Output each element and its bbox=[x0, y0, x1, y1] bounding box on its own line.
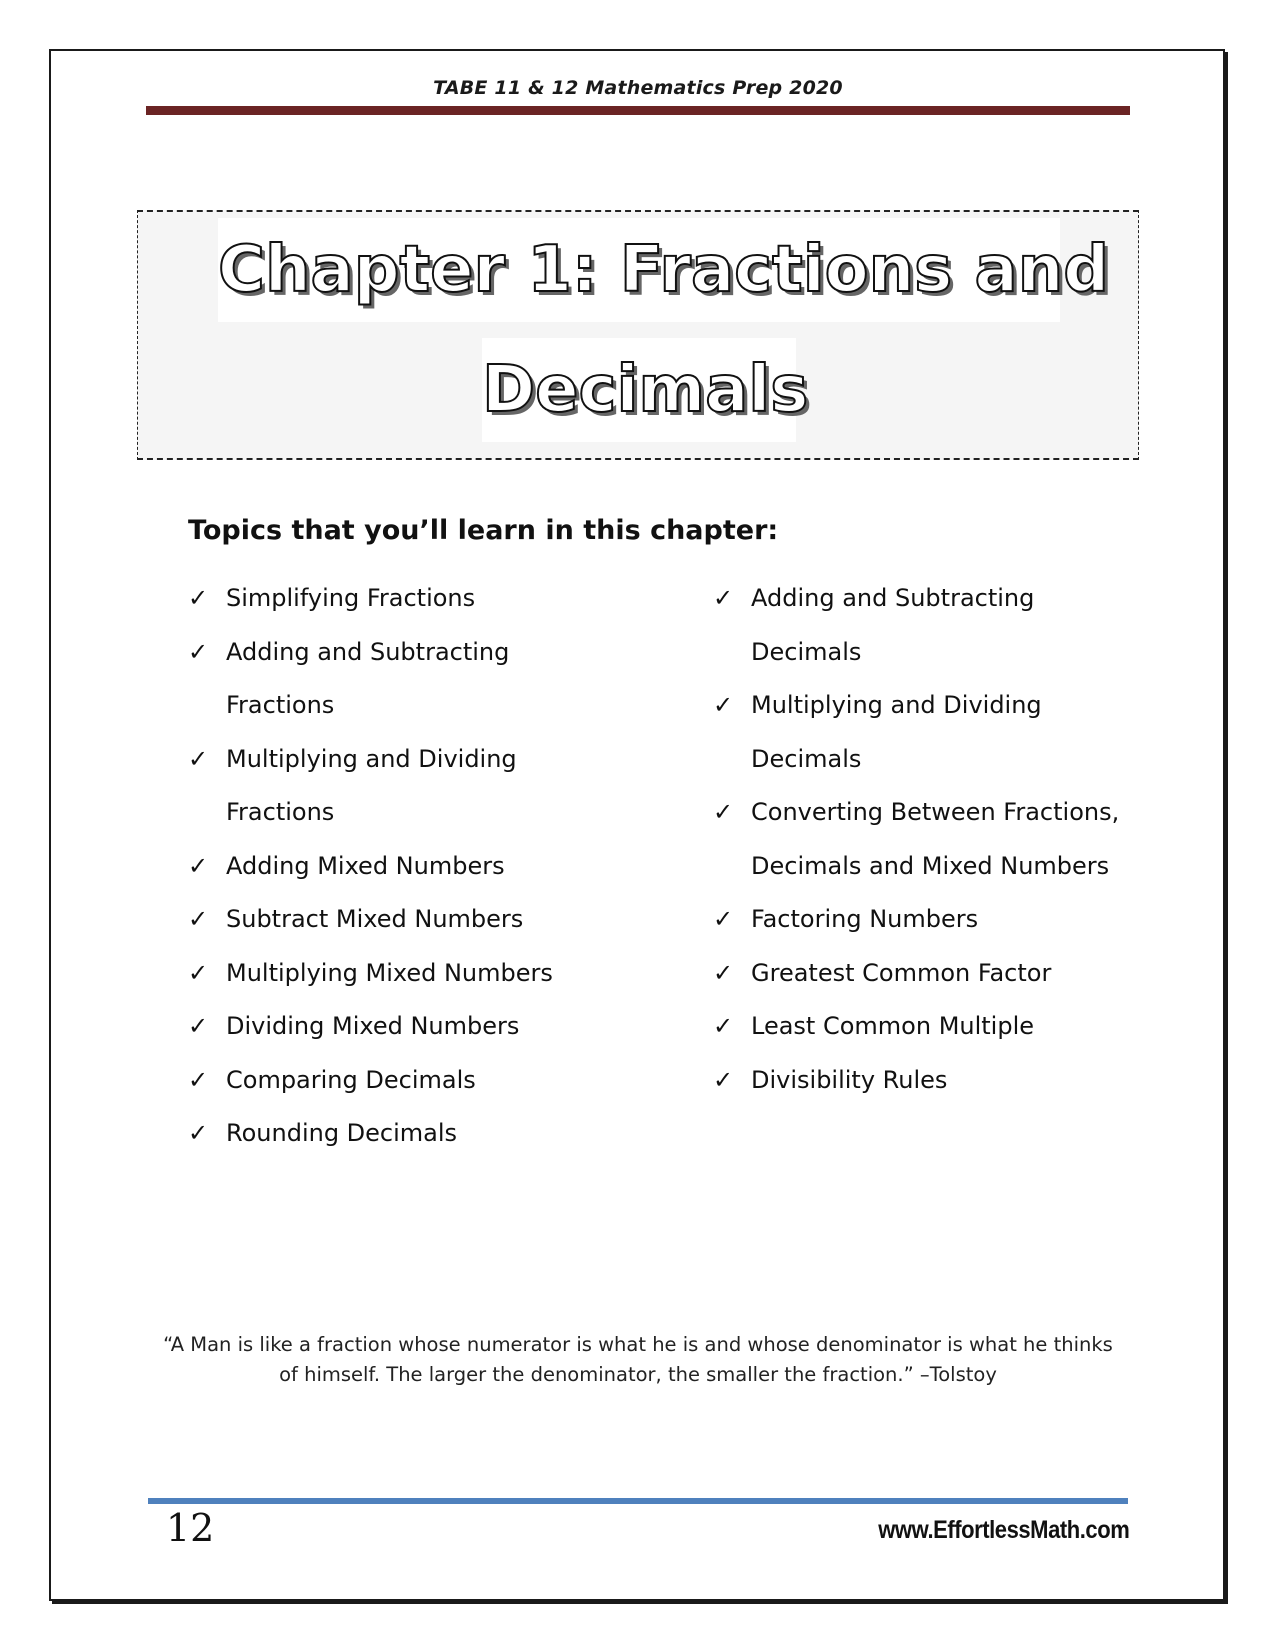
checkmark-icon: ✓ bbox=[713, 1012, 734, 1040]
topic-label: Multiplying Mixed Numbers bbox=[226, 958, 553, 987]
checkmark-icon: ✓ bbox=[188, 1012, 209, 1040]
topics-list-right bbox=[713, 572, 1133, 1107]
topic-label: Divisibility Rules bbox=[751, 1065, 948, 1094]
topic-item bbox=[713, 893, 1133, 947]
topic-item bbox=[188, 1107, 608, 1161]
topic-item bbox=[188, 733, 608, 840]
checkmark-icon: ✓ bbox=[713, 798, 734, 826]
website-url: www.EffortlessMath.com bbox=[877, 1516, 1129, 1544]
topic-item bbox=[713, 679, 1133, 786]
topics-heading: Topics that you’ll learn in this chapter: bbox=[188, 515, 779, 546]
running-header: TABE 11 & 12 Mathematics Prep 2020 bbox=[433, 77, 843, 99]
topic-label: Converting Between Fractions, Decimals and Mixed Numbers bbox=[751, 798, 1120, 880]
topic-item bbox=[713, 572, 1133, 679]
page-number: 12 bbox=[166, 1506, 215, 1550]
topic-item bbox=[713, 786, 1133, 893]
topic-item bbox=[188, 840, 608, 894]
header-rule bbox=[146, 106, 1130, 115]
tolstoy-quote: “A Man is like a fraction whose numerator is what he is and whose denominator is what he thinks of himself. The larger the denominator, the smaller the fraction.” –Tolstoy bbox=[163, 1333, 1113, 1386]
checkmark-icon: ✓ bbox=[713, 958, 734, 987]
footer-rule bbox=[148, 1498, 1128, 1504]
checkmark-icon: ✓ bbox=[188, 744, 209, 773]
topic-item bbox=[188, 626, 608, 733]
topic-label: Adding and Subtracting Decimals bbox=[751, 584, 1035, 666]
topic-label: Rounding Decimals bbox=[226, 1119, 458, 1147]
topic-item bbox=[713, 1000, 1133, 1054]
topic-label: Comparing Decimals bbox=[226, 1065, 476, 1094]
checkmark-icon: ✓ bbox=[713, 691, 734, 719]
topic-label: Adding and Subtracting Fractions bbox=[226, 637, 510, 719]
topic-label: Multiplying and Dividing Decimals bbox=[751, 691, 1042, 773]
topic-label: Factoring Numbers bbox=[751, 905, 979, 933]
checkmark-icon: ✓ bbox=[188, 958, 209, 987]
topic-label: Dividing Mixed Numbers bbox=[226, 1012, 520, 1040]
topic-item bbox=[713, 1054, 1133, 1108]
checkmark-icon: ✓ bbox=[188, 637, 209, 666]
checkmark-icon: ✓ bbox=[713, 584, 734, 612]
topic-label: Simplifying Fractions bbox=[226, 584, 476, 612]
topic-label: Multiplying and Dividing Fractions bbox=[226, 744, 517, 826]
topic-label: Least Common Multiple bbox=[751, 1012, 1035, 1040]
checkmark-icon: ✓ bbox=[188, 584, 209, 612]
checkmark-icon: ✓ bbox=[188, 1065, 209, 1094]
topics-list-left bbox=[188, 572, 608, 1161]
topic-label: Greatest Common Factor bbox=[751, 958, 1052, 987]
topic-item bbox=[188, 947, 608, 1001]
checkmark-icon: ✓ bbox=[188, 905, 209, 933]
topic-label: Adding Mixed Numbers bbox=[226, 851, 505, 880]
topic-label: Subtract Mixed Numbers bbox=[226, 905, 524, 933]
chapter-title-line-2: Decimals bbox=[482, 338, 796, 442]
checkmark-icon: ✓ bbox=[713, 1065, 734, 1094]
topic-item bbox=[713, 947, 1133, 1001]
checkmark-icon: ✓ bbox=[713, 905, 734, 933]
checkmark-icon: ✓ bbox=[188, 851, 209, 880]
topic-item bbox=[188, 1000, 608, 1054]
topic-item bbox=[188, 572, 608, 626]
topic-item bbox=[188, 893, 608, 947]
topic-item bbox=[188, 1054, 608, 1108]
chapter-title-box bbox=[137, 210, 1139, 460]
chapter-title-line-1: Chapter 1: Fractions and bbox=[218, 218, 1060, 322]
checkmark-icon: ✓ bbox=[188, 1119, 209, 1147]
